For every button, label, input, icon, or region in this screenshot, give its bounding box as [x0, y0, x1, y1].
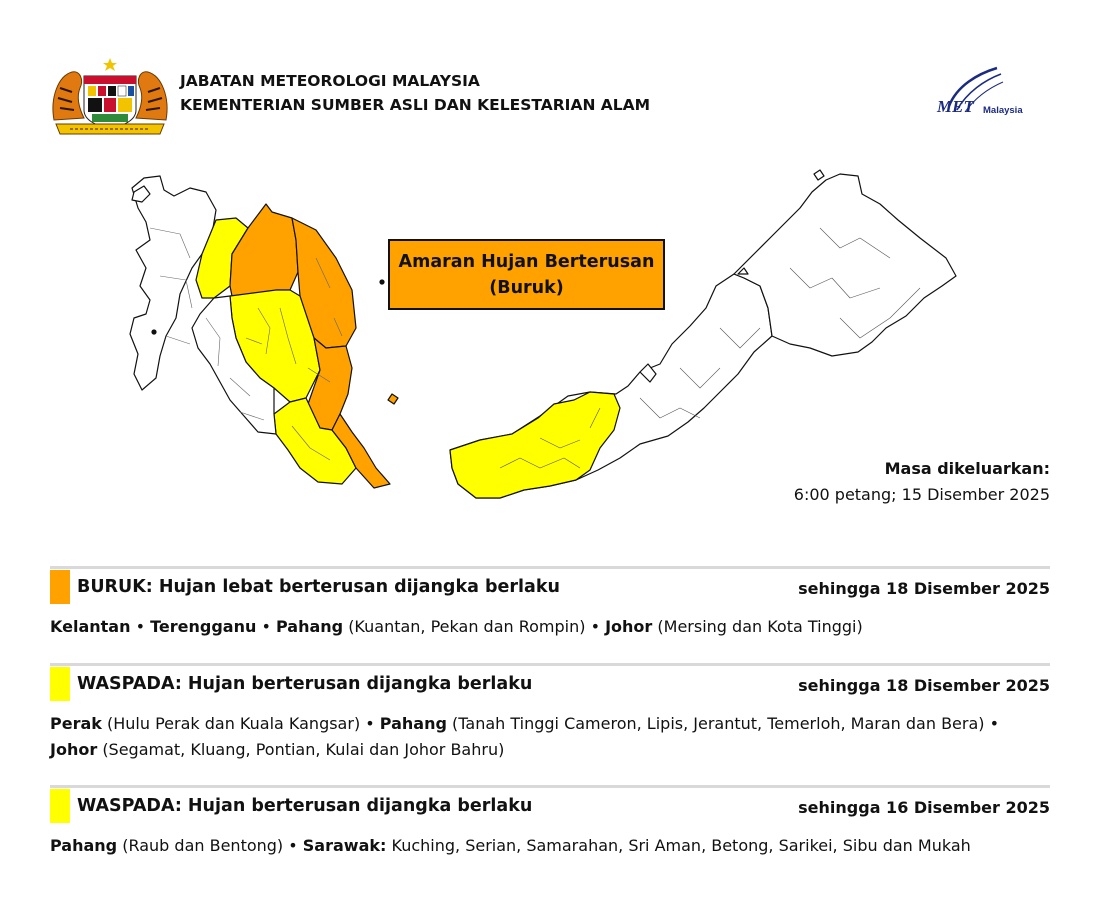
level-swatch-buruk [50, 570, 70, 604]
org-name-line1: JABATAN METEOROLOGI MALAYSIA [180, 72, 480, 90]
met-malaysia-logo [935, 66, 1047, 118]
warning-level: WASPADA: Hujan berterusan dijangka berlaku [77, 674, 533, 694]
area-districts: Kuching, Serian, Samarahan, Sri Aman, Betong, Sarikei, Sibu dan Mukah [391, 836, 971, 855]
area-state: Pahang [379, 714, 447, 733]
kelantan-buruk [230, 204, 298, 296]
warning-until: sehingga 18 Disember 2025 [798, 579, 1050, 598]
divider [50, 663, 1050, 666]
logo-text: MET [937, 97, 974, 116]
warning-areas: Kelantan • Terengganu • Pahang (Kuantan, Pekan dan Rompin) • Johor (Mersing dan Kota Tinggi) [50, 617, 863, 636]
area-state: Terengganu [150, 617, 257, 636]
warning-areas: Pahang (Raub dan Bentong) • Sarawak: Kuching, Serian, Samarahan, Sri Aman, Betong, Sarikei, Sibu dan Mukah [50, 836, 971, 855]
area-state: Pahang [275, 617, 344, 636]
area-state: Sarawak: [302, 836, 387, 855]
logo-subtext: Malaysia [983, 105, 1023, 116]
issued-time [794, 456, 1050, 508]
area-districts: (Raub dan Bentong) [122, 836, 284, 855]
warning-areas: Perak (Hulu Perak dan Kuala Kangsar) • Pahang (Tanah Tinggi Cameron, Lipis, Jerantut, Temerloh, Maran dan Bera) • Johor (Segamat, Kluang, Pontian, Kulai dan Johor Bahru) [50, 714, 1000, 759]
area-state: Pahang [50, 836, 118, 855]
issued-label: Masa dikeluarkan: [884, 459, 1050, 478]
header [50, 58, 1050, 138]
divider [50, 785, 1050, 788]
area-districts: (Mersing dan Kota Tinggi) [657, 617, 863, 636]
malaysia-coat-of-arms-icon [50, 58, 170, 138]
area-state: Johor [605, 617, 653, 636]
issued-value: 6:00 petang; 15 Disember 2025 [793, 485, 1050, 504]
warning-level: BURUK: Hujan lebat berterusan dijangka berlaku [77, 577, 560, 597]
area-state: Perak [50, 714, 102, 733]
warning-until: sehingga 18 Disember 2025 [798, 676, 1050, 695]
level-swatch-waspada [50, 789, 70, 823]
map-title-box [388, 239, 665, 310]
warning-level: WASPADA: Hujan berterusan dijangka berlaku [77, 796, 533, 816]
area-districts: (Kuantan, Pekan dan Rompin) [348, 617, 586, 636]
map-title-line1: Amaran Hujan Berterusan [398, 251, 655, 272]
org-name-line2: KEMENTERIAN SUMBER ASLI DAN KELESTARIAN ALAM [180, 96, 651, 114]
area-districts: (Hulu Perak dan Kuala Kangsar) [107, 714, 361, 733]
level-swatch-waspada [50, 667, 70, 701]
map-title-line2: (Buruk) [489, 277, 564, 298]
sarawak-waspada [450, 392, 620, 498]
area-state: Kelantan [50, 617, 131, 636]
area-districts: (Tanah Tinggi Cameron, Lipis, Jerantut, Temerloh, Maran dan Bera) [452, 714, 985, 733]
area-state: Johor [50, 740, 98, 759]
warning-until: sehingga 16 Disember 2025 [798, 798, 1050, 817]
area-districts: (Segamat, Kluang, Pontian, Kulai dan Johor Bahru) [102, 740, 505, 759]
divider [50, 566, 1050, 569]
